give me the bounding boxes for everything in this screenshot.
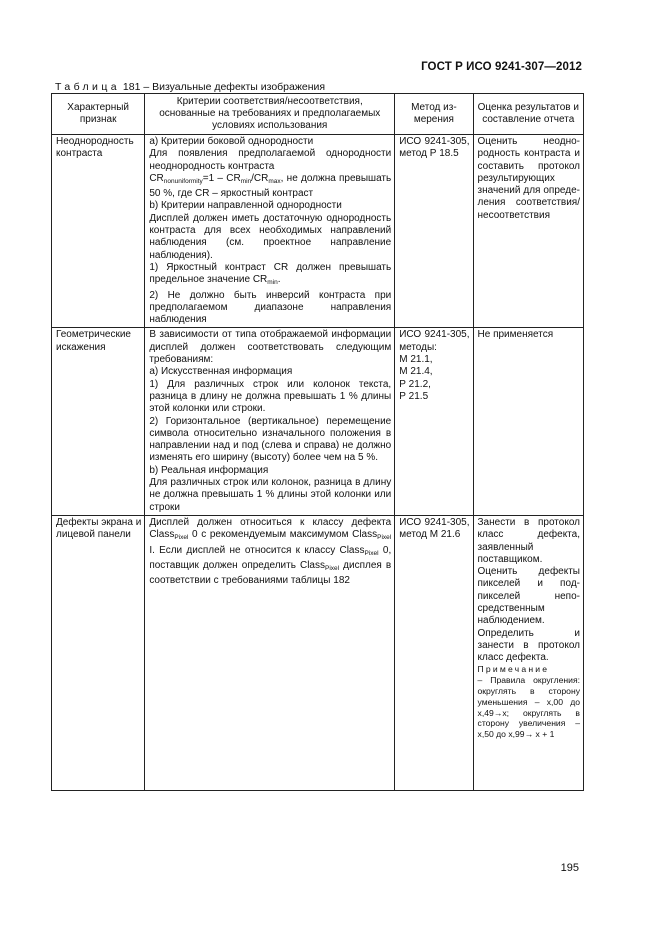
criteria-cell [145, 135, 395, 328]
method-line: ИСО 9241-305, методы: [399, 329, 470, 353]
note-text: – Правила округления: округлять в сторону уменьшения – x,00 до x,49→x; округлять в сторону увеличения – x,50 до x,99→ x + 1 [477, 675, 580, 740]
method-line: М 21.4, [399, 366, 433, 378]
criteria-line: 2) Не должно быть инверсий контраста при предполагаемом диапазоне направления наблюдения [149, 289, 392, 326]
formula-subscript: nonuniformity [163, 177, 203, 185]
criteria-formula [149, 173, 391, 201]
criteria-line: В зависимости от типа отображаемой информации дисплей должен соответствовать следующим требованиям: [149, 329, 392, 366]
criteria-text: Дисплей должен относиться к классу дефекта Class [149, 516, 392, 541]
col-header-report: Оценка результатов и составление отчета [473, 94, 583, 135]
report-cell: Оценить неоднородность контраста и составить протокол результирующих значений для определения соответствия/несоответствия [473, 135, 583, 328]
table-row [52, 328, 584, 515]
formula-text: . [277, 274, 281, 286]
table-row [52, 515, 584, 790]
table-caption [55, 81, 325, 93]
report-cell [473, 515, 583, 790]
formula-text: CR [149, 172, 164, 184]
col-header-method: Метод измерения [395, 94, 473, 135]
col-header-feature: Характерный признак [52, 94, 145, 135]
feature-cell: Геометрические искажения [52, 328, 145, 515]
report-cell: Не применяется [473, 328, 583, 515]
formula-subscript: max [268, 177, 281, 185]
report-line: Определить и занести в протокол класс дефекта. [477, 627, 580, 664]
method-line: Р 21.5 [399, 390, 429, 402]
criteria-formula [149, 262, 391, 290]
criteria-line: b) Критерии направленной однородности [149, 200, 342, 212]
criteria-line: a) Искусственная информация [149, 366, 293, 378]
caption-label: Таблица [55, 81, 120, 93]
criteria-line: Дисплей должен иметь достаточную однородность контраста для всех необходимых направлений наблюдения (см. проектное направление наблюдения). [149, 212, 392, 261]
criteria-line: Для появления предполагаемой однородности неоднородность контраста [149, 148, 392, 172]
feature-cell: Неоднородность контраста [52, 135, 145, 328]
criteria-line: a) Критерии боковой однородности [149, 136, 314, 147]
criteria-line: Для различных строк или колонок, разница в длину не должна превышать 1 % длины этой колонки или строки [149, 477, 392, 513]
formula-subscript: min [267, 279, 278, 287]
method-line: Р 21.2, [399, 378, 431, 390]
feature-cell: Дефекты экрана и лицевой панели [52, 515, 145, 790]
page-number: 195 [560, 862, 579, 874]
formula-subscript: min [240, 177, 252, 185]
criteria-text: дисплея в соответствии с требованиями таблицы 182 [149, 559, 392, 587]
criteria-text: 0, поставщик должен определить Class [149, 544, 392, 571]
pixel-subscript: Pixel [377, 534, 392, 542]
formula-text: 1) Яркостный контраст CR должен превышать предельное значение CR [149, 261, 392, 286]
standard-header: ГОСТ Р ИСО 9241-307—2012 [421, 61, 582, 73]
criteria-text: I. Если дисплей не относится к классу Class [149, 544, 365, 556]
table-row [52, 135, 584, 328]
pixel-subscript: Pixel [325, 564, 340, 572]
formula-text: /CR [251, 172, 269, 184]
criteria-cell [145, 515, 395, 790]
pixel-subscript: Pixel [364, 549, 379, 557]
criteria-line: 1) Для различных строк или колонок текста, разница в длину не должна превышать 1 % длины этой колонки или строки. [149, 378, 392, 415]
criteria-text: 0 с рекомендуемым максимумом Class [188, 529, 378, 541]
defects-table [51, 93, 584, 791]
report-line: Оценить дефекты пикселей и подпикселей непосредственным наблюдением. [477, 566, 580, 627]
table-header-row [52, 94, 584, 135]
method-cell: ИСО 9241-305, метод Р 18.5 [395, 135, 473, 328]
criteria-cell [145, 328, 395, 515]
note [478, 664, 580, 740]
criteria-paragraph [149, 517, 391, 587]
col-header-criteria: Критерии соответствия/несоответствия, основанные на требованиях и предполагаемых условиях использования [145, 94, 395, 135]
criteria-line: b) Реальная информация [149, 464, 269, 476]
caption-text: 181 – Визуальные дефекты изображения [122, 81, 326, 93]
formula-text: =1 – CR [202, 172, 241, 184]
report-line: Занести в протокол класс дефекта, заявленный поставщиком. [477, 516, 580, 565]
method-cell: ИСО 9241-305, метод М 21.6 [395, 515, 473, 790]
note-label: Примечание [477, 664, 550, 675]
method-line: М 21.1, [399, 354, 433, 366]
method-cell [395, 328, 473, 515]
pixel-subscript: Pixel [174, 534, 189, 542]
formula-text: , не должна превышать 50 %, где CR – яркостный контраст [149, 172, 392, 200]
criteria-line: 2) Горизонтальное (вертикальное) перемещение символа относительно изначального положения в направлении над и под (слева и справа) не должно изменять его ширину (высоту) более чем на 5 %. [149, 415, 392, 464]
